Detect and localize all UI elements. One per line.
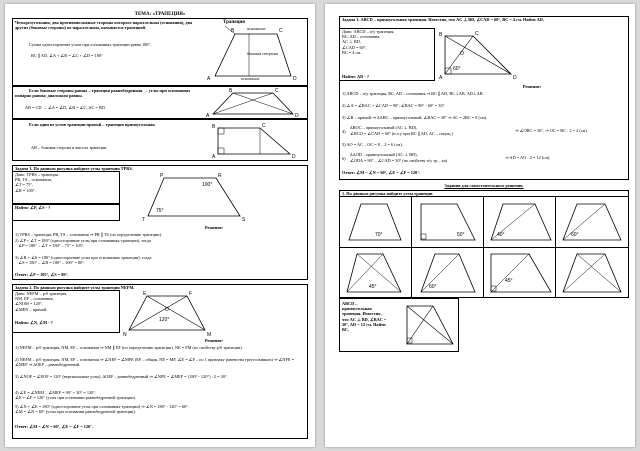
task3-solution-title: Решение: bbox=[522, 84, 542, 89]
isosceles-text: Если боковые стороны равны – трапеция равнобедренная → углы при основаниях попарно равны; диагонали равны. bbox=[15, 88, 192, 99]
vertex-b-label: B bbox=[231, 28, 235, 34]
task2-step1: 1) NEFM – р/б трапеция, NM, EF – основания ⇒ NM ∥ EF (по определению трапеции), NE = FM (по свойству р/б трапеции). bbox=[15, 345, 243, 350]
task3-step3: 3) ∠B – прямой ⇒ ∆ABC – прямоугольный, ∠BAC = 30° ⇒ AC = 2BC = 8 (см). bbox=[342, 115, 488, 120]
svg-text:E: E bbox=[143, 291, 147, 297]
task2-step5: 5) ∠N + ∠E = 180° (односторонние углы при основаниях трапеции) ⇒ ∠N = 180° - 120° = 60°. ∠M = ∠N = 60° (углы при основании равнобедренной трапеции). bbox=[15, 404, 189, 415]
task1-header: Задача 1. По данным рисунка найдите углы трапеции TPRS. bbox=[15, 166, 133, 171]
svg-text:C: C bbox=[475, 31, 479, 37]
task2-step3: 3) ∠NOF = ∠EOF = 120° (вертикальные углы), ∆OEF – равнобедренный ⇒ ∠NFE = ∠MEF = (180° - 120°) : 2 = 30°. bbox=[15, 374, 228, 379]
svg-text:45°: 45° bbox=[505, 278, 513, 284]
task3-step4b: ∠BCO = ∠CAD = 60° (н.л.у при BC ∥ AD, AC – секущ.) bbox=[350, 131, 453, 136]
task2-find: Найти: ∠N, ∠M - ? bbox=[15, 320, 53, 325]
task3-step2: 2) ∠A = ∠BAC + ∠CAD = 90°, ∠BAC = 90° - 60° = 30°. bbox=[342, 103, 446, 108]
vertex-a-label: A bbox=[207, 76, 211, 82]
task2-solution-title: Решение: bbox=[204, 338, 224, 343]
task3-diagram bbox=[437, 30, 517, 80]
task3-step4a: ∆BOC – прямоугольный (AC ⊥ BD), bbox=[350, 125, 418, 130]
svg-text:R: R bbox=[218, 173, 222, 179]
self-figure-2 bbox=[421, 204, 475, 240]
self-figure-6 bbox=[421, 254, 475, 292]
task3-step6a: ∆AOD – прямоугольный (AC ⊥ BD), bbox=[350, 152, 418, 157]
page-left bbox=[5, 4, 315, 447]
self-last-task-text: ABCD – прямоугольная трапеция. Известно, что AC ⊥ BD, ∠BAC = 30°, AD = 12 см. Найти BC. bbox=[342, 301, 387, 333]
right-trapezoid-diagram bbox=[210, 122, 300, 158]
svg-text:C: C bbox=[262, 123, 266, 129]
svg-text:T: T bbox=[142, 217, 146, 223]
task3-find: Найти: AD - ? bbox=[342, 74, 369, 79]
svg-text:P: P bbox=[160, 173, 164, 179]
task3-step4-result: ⇒ ∠OBC = 30°, ⇒ OC = BC : 2 = 2 (см). bbox=[515, 128, 588, 133]
self-figure-8 bbox=[563, 254, 621, 292]
svg-text:D: D bbox=[513, 75, 517, 81]
task1-diagram bbox=[140, 172, 250, 222]
self-figure-7 bbox=[491, 254, 551, 292]
task1-find: Найти: ∠P, ∠S - ? bbox=[15, 205, 51, 210]
figure-title: Трапеция bbox=[223, 20, 245, 25]
svg-text:D: D bbox=[292, 154, 296, 160]
svg-text:C: C bbox=[275, 88, 279, 94]
svg-text:A: A bbox=[212, 154, 216, 160]
self-last-task-diagram bbox=[403, 302, 457, 348]
svg-text:70°: 70° bbox=[375, 232, 383, 238]
svg-text:S: S bbox=[242, 217, 246, 223]
svg-text:B: B bbox=[229, 88, 233, 94]
svg-text:A: A bbox=[439, 75, 443, 81]
task2-diagram bbox=[123, 290, 213, 338]
task1-angle-r: 100° bbox=[202, 182, 213, 188]
task3-header: Задача 3. ABCD – прямоугольная трапеция. Известно, что AC ⊥ BD, ∠CAD = 60°, BC = 4 см. Найти AD. bbox=[342, 17, 544, 22]
isosceles-trapezoid-diagram bbox=[203, 89, 303, 117]
svg-text:N: N bbox=[123, 332, 127, 338]
task3-step6b: ∠ODA = 90° – ∠CAD = 30° (по свойству п/у тр – ка) bbox=[350, 158, 448, 163]
definition-text: Четырехугольник, два противоположные стороны которого параллельны (основания), два других (боковые стороны) не параллельны, называется трапецией. bbox=[15, 20, 194, 31]
self-study-title: Задания для самостоятельного решения. bbox=[444, 183, 524, 188]
self-figure-1 bbox=[349, 204, 401, 240]
svg-text:40°: 40° bbox=[497, 232, 505, 238]
task3-step1: 1) ABCD – п/у трапеция, BC, AD – основания ⇒ BC ∥ AD, BC⊥AB, AD⊥AB. bbox=[342, 91, 484, 96]
svg-text:50°: 50° bbox=[457, 232, 465, 238]
figure-base2-label: основание bbox=[241, 76, 260, 81]
self-study-figures bbox=[339, 196, 629, 298]
angle-sum-text: Сумма односторонних углов при основаниях трапеции равна 180°. bbox=[29, 42, 152, 47]
task3-angle: 60° bbox=[453, 66, 461, 72]
task3-step6-result: ⇒ AD = AO · 2 = 12 (см). bbox=[505, 155, 551, 160]
task3-given: Дано: ABCD – п/у трапеция, BC, AD – основания, AC ⊥ BD, ∠CAD = 60°, BC = 4 см. bbox=[342, 29, 395, 55]
svg-text:O: O bbox=[460, 51, 464, 57]
task1-given: Дано: TPRS – трапеция, PR, TS – основания, ∠T = 75°, ∠R = 100°. bbox=[15, 172, 59, 193]
task2-given: Дано: NEFM – р/б трапеция, NM, EF – основания, ∠NOM = 120°, ∠MEN – прямой. bbox=[15, 291, 68, 312]
svg-text:M: M bbox=[207, 332, 212, 338]
svg-text:B: B bbox=[439, 32, 443, 38]
task2-answer: Ответ: ∠M = ∠N = 60°, ∠E = ∠F = 120°. bbox=[15, 424, 93, 429]
figure-side-label: боковая сторона bbox=[247, 51, 279, 56]
self-study-subtitle: 1. По данным рисунка найдите углы трапеции bbox=[342, 191, 433, 196]
svg-text:45°: 45° bbox=[369, 284, 377, 290]
page-title: ТЕМА: «ТРАПЕЦИЯ» bbox=[134, 12, 186, 17]
svg-text:B: B bbox=[212, 124, 216, 130]
self-figure-4 bbox=[563, 204, 621, 240]
angle-sum-formula: BC ∥ AD, ∠A + ∠B = ∠C + ∠D = 180° bbox=[31, 53, 103, 58]
svg-text:60°: 60° bbox=[429, 284, 437, 290]
svg-text:D: D bbox=[295, 113, 299, 119]
task1-solution-title: Решение: bbox=[204, 225, 224, 230]
task2-step4: 4) ∠E = ∠NEM – ∠MEF = 90° + 30° = 120°. ∠E = ∠F = 120° (углы при основании равнобедренной трапеции). bbox=[15, 390, 137, 401]
vertex-d-label: D bbox=[293, 76, 297, 82]
self-figure-5 bbox=[347, 254, 401, 292]
page-right: Задача 3. ABCD – прямоугольная трапеция. Известно, что AC ⊥ BD, ∠CAD = 60°, BC = 4 см. Найти AD. Дано: ABCD – п/у трапеция, BC, AD – основания, AC ⊥ BD, ∠CAD = 60°, BC = 4 см. Найти: AD - ? A D B C O 60° Решение: 1) ABCD – п/у трапеция, BC, AD – основания ⇒ BC ∥ AD, BC⊥AB, AD⊥AB. 2) ∠A = ∠BAC + ∠CAD = 90°, ∠BAC = 90° - 60° = 30°. 3) ∠B – прямой ⇒ ∆ABC – прямоугольный, ∠BAC = 30° ⇒ AC = 2BC = 8 (см). 4) ∆BOC – прямоугольный (AC ⊥ BD), ∠BCO = ∠CAD = 60° (н.л.у при BC ∥ AD, AC – секущ.) ⇒ ∠OBC = 30°, ⇒ OC = BC : 2 = 2 (см). 5) AO = AC – OC = 8 – 2 = 6 (см). 6) ∆AOD – прямоугольный (AC ⊥ BD), ∠ODA = 90° – ∠CAD = 30° (по свойству п/у тр – ка) ⇒ AD = AO · 2 = 12 (см). Ответ: ∠M = ∠N = 60°, ∠E = ∠F = 120°. Задания для самостоятельного решения. 1. По данным рисунка найдите углы трапеции 70° 50° 40° 60° 45° 60° 45° ABCD – прямоугольная трапеция. Известно, что AC ⊥ BD, ∠BAC = 30°, AD = 12 см. Найти BC. bbox=[325, 4, 635, 447]
task1-step2: 2) ∠P + ∠T = 180° (односторонние углы при основаниях трапеции), тогда ∠P = 180° – ∠T = 180° – 75° = 105°. bbox=[15, 238, 151, 249]
task1-step3: 3) ∠R + ∠S = 180° (односторонние углы при основаниях трапеции), тогда ∠S = 180° – ∠R = 180° – 100° = 80°. bbox=[15, 255, 152, 266]
self-figure-3 bbox=[491, 204, 551, 240]
vertex-c-label: C bbox=[279, 28, 283, 34]
task3-answer: Ответ: ∠M = ∠N = 60°, ∠E = ∠F = 120°. bbox=[342, 170, 420, 175]
right-trapezoid-text: Если один из углов трапеции прямой – трапеция прямоугольная. bbox=[29, 122, 156, 127]
figure-base-label: основание bbox=[247, 26, 266, 31]
task2-angle: 120° bbox=[159, 317, 170, 323]
svg-text:60°: 60° bbox=[571, 232, 579, 238]
task1-step1: 1) TPRS – трапеция, PR, TS – основания ⇒ PR ∥ TS (по определению трапеции). bbox=[15, 232, 162, 237]
svg-text:F: F bbox=[189, 291, 193, 297]
svg-text:O: O bbox=[165, 307, 169, 313]
right-trapezoid-note: AB – боковая сторона и высота трапеции. bbox=[31, 145, 108, 150]
isosceles-formula: AB = CD → ∠A = ∠D, ∠B = ∠C; AC = BD. bbox=[25, 105, 106, 110]
task2-step2: 2) NEFM – р/б трапеция, NM, EF – основания ⇒ ∠NEF = ∠MFE (EF – общая, NE = MF, ∠E = ∠F – по 1 признаку равенства треугольников) ⇒ ∠NFE = ∠MEF ⇒ ∆OEF – равнобедренный. bbox=[15, 357, 296, 368]
svg-text:A: A bbox=[206, 113, 210, 119]
task1-angle-t: 75° bbox=[156, 208, 164, 214]
task1-answer: Ответ: ∠P = 105°, ∠S = 80°. bbox=[15, 272, 69, 277]
task2-header: Задача 2. По данным рисунка найдите углы трапеции NEFM. bbox=[15, 285, 135, 290]
task3-step5: 5) AO = AC – OC = 8 – 2 = 6 (см). bbox=[342, 142, 403, 147]
